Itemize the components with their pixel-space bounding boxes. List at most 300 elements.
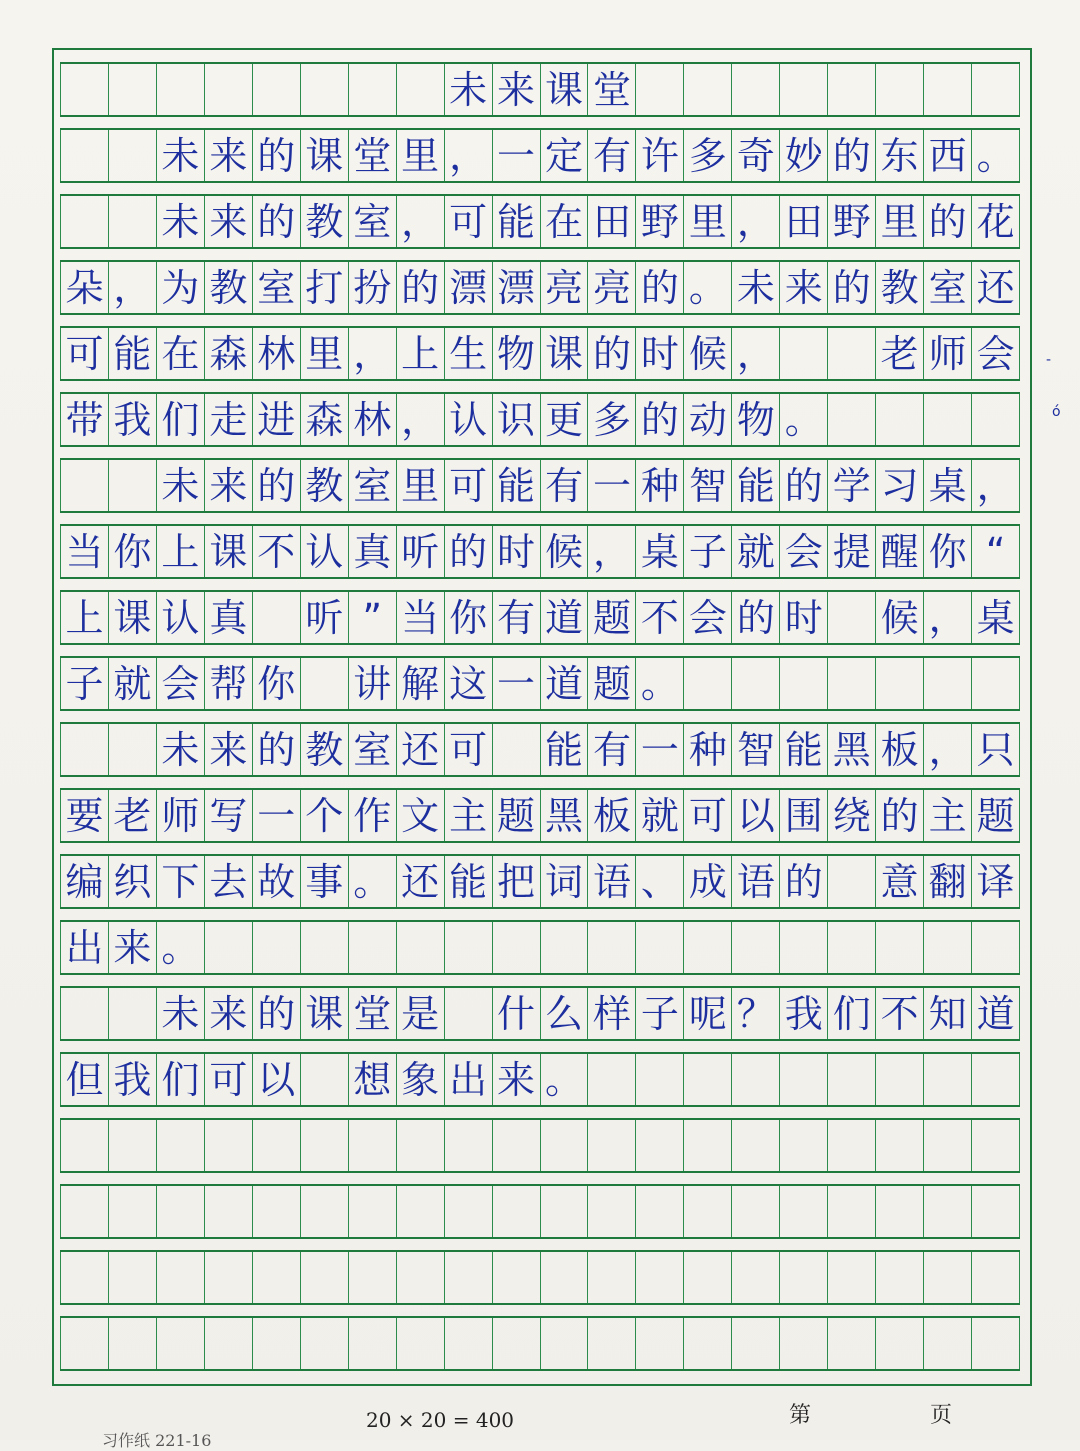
grid-cell: 还 [971,262,1020,313]
grid-cell [540,1318,588,1369]
grid-cell [923,64,971,115]
grid-cell: 真 [204,592,252,643]
grid-cell [396,1252,444,1303]
grid-cell [444,1252,492,1303]
grid-cell [156,1252,204,1303]
grid-cell [875,922,923,973]
grid-cell: ？ [731,988,779,1039]
grid-cell: 教 [300,196,348,247]
grid-cell [587,1252,635,1303]
grid-cell: 就 [731,526,779,577]
grid-cell: 但 [60,1054,108,1105]
grid-cell: 种 [635,460,683,511]
grid-cell: 你 [444,592,492,643]
grid-cell: 室 [252,262,300,313]
grid-cell: 动 [683,394,731,445]
grid-cell: 呢 [683,988,731,1039]
grid-cell: 森 [300,394,348,445]
grid-cell [971,1054,1020,1105]
grid-cell: 多 [683,130,731,181]
grid-cell: 出 [444,1054,492,1105]
grid-cell: 我 [779,988,827,1039]
grid-cell: 西 [923,130,971,181]
grid-row [60,194,1020,249]
grid-cell [156,64,204,115]
grid-cell: 的 [635,262,683,313]
grid-cell: 未 [156,196,204,247]
grid-cell [779,658,827,709]
grid-cell [444,922,492,973]
grid-cell: 物 [492,328,540,379]
grid-cell: ， [444,130,492,181]
grid-cell [875,1252,923,1303]
grid-row [60,656,1020,711]
grid-cell: 室 [348,724,396,775]
grid-cell: 可 [444,724,492,775]
grid-cell: 子 [60,658,108,709]
grid-cell: 有 [492,592,540,643]
grid-cell [348,64,396,115]
grid-cell: 听 [396,526,444,577]
grid-cell [635,1318,683,1369]
grid-cell: 智 [731,724,779,775]
grid-cell [827,1120,875,1171]
grid-cell: 可 [60,328,108,379]
grid-cell: 来 [204,724,252,775]
grid-cell: 可 [683,790,731,841]
grid-cell [971,1186,1020,1237]
grid-cell [971,64,1020,115]
grid-cell [60,64,108,115]
grid-cell: 认 [444,394,492,445]
grid-cell [396,1318,444,1369]
grid-cell: 作 [348,790,396,841]
grid-cell [587,1186,635,1237]
grid-cell: 师 [156,790,204,841]
grid-cell [587,1054,635,1105]
grid-cell: 来 [492,1054,540,1105]
grid-cell: 翻 [923,856,971,907]
grid-cell: 听 [300,592,348,643]
grid-cell [875,64,923,115]
grid-cell: 你 [108,526,156,577]
grid-cell [635,1120,683,1171]
grid-row [60,1052,1020,1107]
grid-cell: ， [923,592,971,643]
grid-cell: 象 [396,1054,444,1105]
grid-cell: 不 [252,526,300,577]
grid-cell [348,1120,396,1171]
grid-cell [60,1186,108,1237]
grid-cell [683,1318,731,1369]
grid-cell: 。 [540,1054,588,1105]
grid-cell: 室 [348,196,396,247]
grid-cell: 课 [204,526,252,577]
grid-cell [348,1186,396,1237]
grid-cell [587,1318,635,1369]
grid-cell: 桌 [971,592,1020,643]
grid-cell [252,1252,300,1303]
grid-row [60,392,1020,447]
grid-cell [779,1252,827,1303]
grid-row [60,590,1020,645]
grid-cell: 亮 [540,262,588,313]
grid-cell: 亮 [587,262,635,313]
grid-cell: 文 [396,790,444,841]
grid-cell: 奇 [731,130,779,181]
grid-cell: 下 [156,856,204,907]
grid-cell: 教 [300,724,348,775]
grid-cell: 的 [779,460,827,511]
grid-cell: 里 [396,130,444,181]
grid-cell: 题 [587,592,635,643]
grid-cell [156,1186,204,1237]
grid-cell: 就 [635,790,683,841]
grid-cell: 物 [731,394,779,445]
grid-row [60,62,1020,117]
grid-cell: 更 [540,394,588,445]
grid-cell [827,328,875,379]
grid-cell [540,1120,588,1171]
grid-cell: 打 [300,262,348,313]
grid-cell: 。 [683,262,731,313]
grid-cell: 把 [492,856,540,907]
grid-cell [204,922,252,973]
grid-cell [731,1252,779,1303]
grid-cell [875,658,923,709]
grid-cell: 我 [108,1054,156,1105]
grid-cell [108,724,156,775]
grid-cell: 故 [252,856,300,907]
grid-cell: 道 [540,592,588,643]
grid-cell: 漂 [492,262,540,313]
grid-cell: 野 [827,196,875,247]
margin-mark: ó [1052,404,1061,420]
grid-cell [827,922,875,973]
grid-cell [779,1120,827,1171]
grid-cell [108,1252,156,1303]
grid-cell: 田 [779,196,827,247]
grid-size-label: 20 × 20 = 400 [366,1408,515,1432]
grid-cell: 的 [252,196,300,247]
grid-cell: 不 [875,988,923,1039]
grid-cell [396,922,444,973]
grid-cell: 词 [540,856,588,907]
grid-cell: 有 [540,460,588,511]
grid-cell: 能 [492,196,540,247]
grid-cell [60,724,108,775]
grid-cell: 编 [60,856,108,907]
grid-cell: 题 [587,658,635,709]
grid-cell: 么 [540,988,588,1039]
grid-cell [827,856,875,907]
grid-cell: 以 [252,1054,300,1105]
grid-row [60,260,1020,315]
grid-cell [108,460,156,511]
grid-cell [252,1120,300,1171]
grid-cell: 为 [156,262,204,313]
grid-cell: 要 [60,790,108,841]
grid-cell [444,1186,492,1237]
grid-cell [396,64,444,115]
grid-cell [348,922,396,973]
grid-cell [827,394,875,445]
grid-cell [779,328,827,379]
grid-cell: 当 [396,592,444,643]
grid-cell [60,1318,108,1369]
grid-cell [779,64,827,115]
grid-cell: 板 [875,724,923,775]
grid-cell: 一 [492,130,540,181]
grid-cell: 里 [300,328,348,379]
grid-cell [252,922,300,973]
grid-cell: 能 [540,724,588,775]
grid-cell: 。 [779,394,827,445]
grid-cell [971,1120,1020,1171]
grid-row [60,1118,1020,1173]
grid-cell: ， [731,196,779,247]
grid-cell [683,1186,731,1237]
grid-cell: 林 [252,328,300,379]
grid-cell [875,1186,923,1237]
grid-cell [827,658,875,709]
grid-cell [492,1252,540,1303]
grid-cell [683,1120,731,1171]
grid-cell: 能 [731,460,779,511]
grid-cell: 来 [204,988,252,1039]
grid-cell: 室 [348,460,396,511]
grid-cell [635,1186,683,1237]
grid-cell [923,1252,971,1303]
grid-cell [204,1318,252,1369]
grid-cell: 里 [875,196,923,247]
grid-cell [827,64,875,115]
grid-cell: 堂 [348,988,396,1039]
grid-cell [683,1252,731,1303]
grid-cell: 桌 [923,460,971,511]
grid-cell [108,130,156,181]
grid-cell: 当 [60,526,108,577]
grid-cell: 能 [108,328,156,379]
grid-cell: 学 [827,460,875,511]
grid-cell: 里 [683,196,731,247]
grid-cell: 的 [444,526,492,577]
grid-cell: 还 [396,724,444,775]
paper-code-label: 习作纸 221-16 [102,1431,212,1450]
grid-cell: 知 [923,988,971,1039]
grid-cell: 上 [156,526,204,577]
grid-cell [492,1186,540,1237]
grid-cell: 们 [827,988,875,1039]
grid-cell: 定 [540,130,588,181]
grid-cell: 你 [252,658,300,709]
grid-cell: 会 [971,328,1020,379]
grid-cell: 课 [540,328,588,379]
grid-cell: 。 [635,658,683,709]
grid-cell [731,1186,779,1237]
grid-row [60,1250,1020,1305]
grid-cell [492,1318,540,1369]
grid-cell [587,1120,635,1171]
grid-cell: 课 [300,988,348,1039]
grid-cell: 帮 [204,658,252,709]
grid-cell: 的 [923,196,971,247]
grid-cell [300,658,348,709]
grid-cell: 的 [252,130,300,181]
grid-cell: 东 [875,130,923,181]
grid-cell [731,1120,779,1171]
grid-cell [971,658,1020,709]
grid-cell: 们 [156,1054,204,1105]
grid-cell: 的 [252,988,300,1039]
grid-cell: ， [971,460,1020,511]
grid-cell: 候 [875,592,923,643]
grid-cell: 森 [204,328,252,379]
grid-cell: 就 [108,658,156,709]
grid-cell [540,922,588,973]
grid-cell: 真 [348,526,396,577]
grid-cell [923,1186,971,1237]
grid-cell: 的 [252,724,300,775]
grid-cell: 会 [156,658,204,709]
grid-cell: 室 [923,262,971,313]
grid-cell [252,592,300,643]
grid-cell [348,1252,396,1303]
grid-cell: 道 [971,988,1020,1039]
grid-cell: 未 [156,130,204,181]
grid-cell: 的 [875,790,923,841]
grid-cell: 绕 [827,790,875,841]
grid-cell: 时 [492,526,540,577]
grid-cell: 的 [731,592,779,643]
grid-cell [252,1186,300,1237]
grid-cell [492,724,540,775]
grid-cell: 的 [827,262,875,313]
grid-row [60,722,1020,777]
grid-cell [252,64,300,115]
grid-cell [683,1054,731,1105]
grid-row [60,854,1020,909]
grid-cell: 想 [348,1054,396,1105]
grid-cell [60,460,108,511]
grid-cell: 子 [635,988,683,1039]
grid-cell: 能 [492,460,540,511]
grid-cell: 课 [540,64,588,115]
grid-cell: 有 [587,130,635,181]
grid-cell: 板 [587,790,635,841]
grid-row [60,326,1020,381]
grid-cell: 事 [300,856,348,907]
grid-cell: 有 [587,724,635,775]
grid-cell: 能 [779,724,827,775]
grid-cell: 出 [60,922,108,973]
grid-cell [60,1120,108,1171]
grid-cell: 样 [587,988,635,1039]
grid-cell: 的 [587,328,635,379]
grid-cell [779,922,827,973]
grid-cell: 来 [204,130,252,181]
grid-cell [108,64,156,115]
grid-cell [635,64,683,115]
grid-cell [827,1318,875,1369]
grid-cell: 妙 [779,130,827,181]
grid-cell: 意 [875,856,923,907]
grid-cell [300,1318,348,1369]
grid-cell: 上 [396,328,444,379]
grid-cell: 一 [492,658,540,709]
grid-cell: 进 [252,394,300,445]
grid-cell: 什 [492,988,540,1039]
page-number-label: 第 页 [789,1403,1008,1428]
grid-cell: 上 [60,592,108,643]
grid-cell: 还 [396,856,444,907]
grid-cell: 来 [108,922,156,973]
grid-cell: 。 [348,856,396,907]
grid-cell [108,1186,156,1237]
grid-cell: 黑 [827,724,875,775]
grid-cell: 去 [204,856,252,907]
grid-cell [492,922,540,973]
grid-cell: 黑 [540,790,588,841]
grid-cell: 认 [300,526,348,577]
grid-cell: 我 [108,394,156,445]
grid-cell: 这 [444,658,492,709]
grid-cell: 时 [635,328,683,379]
grid-cell [108,988,156,1039]
grid-cell [731,922,779,973]
grid-cell: 堂 [348,130,396,181]
grid-cell: ， [108,262,156,313]
grid-cell [635,1054,683,1105]
grid-cell [923,1318,971,1369]
grid-cell: 你 [923,526,971,577]
grid-cell: 来 [779,262,827,313]
grid-cell: ” [348,592,396,643]
grid-cell: 道 [540,658,588,709]
grid-cell: 的 [252,460,300,511]
grid-cell: 堂 [587,64,635,115]
grid-cell [204,1120,252,1171]
grid-cell [156,1120,204,1171]
grid-cell: 候 [540,526,588,577]
grid-cell [60,988,108,1039]
grid-cell [540,1252,588,1303]
grid-cell: 可 [204,1054,252,1105]
grid-cell: 不 [635,592,683,643]
grid-cell: 以 [731,790,779,841]
grid-cell: ， [923,724,971,775]
grid-cell: 提 [827,526,875,577]
grid-cell: 来 [204,460,252,511]
grid-cell: 未 [156,724,204,775]
grid-cell [683,658,731,709]
grid-cell: 朵 [60,262,108,313]
grid-cell [156,1318,204,1369]
grid-row [60,986,1020,1041]
grid-cell [60,1252,108,1303]
grid-cell [396,1186,444,1237]
grid-cell: ， [396,196,444,247]
grid-cell [204,64,252,115]
grid-cell: 桌 [635,526,683,577]
grid-cell: 会 [683,592,731,643]
grid-cell [204,1252,252,1303]
grid-row [60,458,1020,513]
grid-row [60,128,1020,183]
grid-cell: 生 [444,328,492,379]
grid-cell: 在 [156,328,204,379]
grid-cell [108,1120,156,1171]
